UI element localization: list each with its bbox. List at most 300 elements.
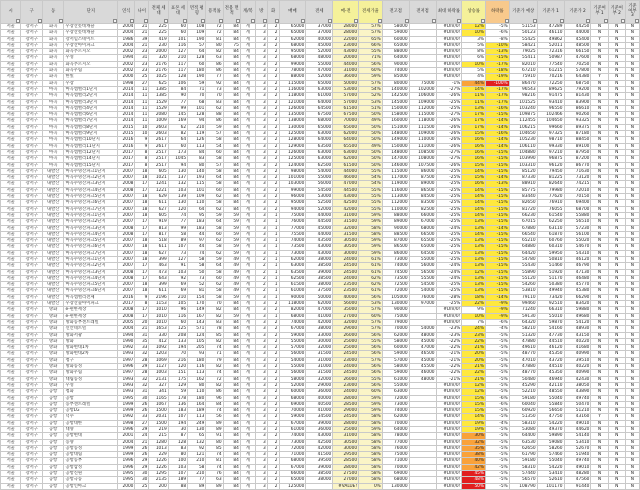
table-cell[interactable]: -21% [436,357,462,363]
table-cell[interactable]: 94 [168,162,187,168]
table-cell[interactable]: 2 [267,382,279,388]
table-cell[interactable]: 59% [359,244,383,250]
table-cell[interactable]: 서울 [1,30,21,36]
table-cell[interactable]: 3 [255,86,267,92]
table-cell[interactable]: 서울 [1,225,21,231]
table-cell[interactable]: 52500 [306,200,333,206]
table-cell[interactable]: 68000 [409,225,436,231]
table-cell[interactable]: 26 [135,401,149,407]
table-cell[interactable]: 105 [168,301,187,307]
table-cell[interactable]: 133 [168,338,187,344]
table-cell[interactable]: 마곡수명산파크3단지 [64,269,118,275]
table-cell[interactable]: 77 [206,74,223,80]
table-cell[interactable]: 4% [462,74,486,80]
table-cell[interactable]: 627 [149,250,168,256]
table-cell[interactable]: 59000 [279,414,306,420]
table-cell[interactable]: 마곡수명산파크2단지 [64,175,118,181]
table-cell[interactable]: 125 [168,326,187,332]
table-cell[interactable]: 1999 [118,401,135,407]
table-cell[interactable]: 23 [135,68,149,74]
table-cell[interactable]: 16% [462,137,486,143]
table-cell[interactable]: #DIV/0! [436,408,462,414]
table-cell[interactable]: #DIV/0! [436,464,462,470]
table-cell[interactable]: 50000 [333,80,359,86]
table-cell[interactable]: 공항 [42,408,64,414]
table-cell[interactable]: 32 [135,376,149,382]
table-cell[interactable]: 58 [188,256,206,262]
table-cell[interactable]: 32000 [333,319,359,325]
table-cell[interactable]: -5% [486,477,510,483]
table-cell[interactable]: 서울 [1,206,21,212]
table-cell[interactable]: 2004 [118,326,135,332]
table-cell[interactable]: Y [591,414,608,420]
table-cell[interactable]: 강서구 [21,269,43,275]
table-cell[interactable]: 64 [206,263,223,269]
table-cell[interactable]: 31000 [306,364,333,370]
table-cell[interactable]: 72000 [279,445,306,451]
table-cell[interactable]: 마곡 [42,112,64,118]
table-cell[interactable]: #DIV/0! [436,389,462,395]
table-cell[interactable]: 방화동성 [64,364,118,370]
table-cell[interactable]: 52011 [537,42,564,48]
table-cell[interactable]: 강서구 [21,68,43,74]
table-cell[interactable]: 104650 [537,118,564,124]
table-cell[interactable]: 2 [267,162,279,168]
table-cell[interactable]: 1203 [149,351,168,357]
table-cell[interactable]: 내발산 [42,282,64,288]
table-cell[interactable]: 65000 [279,30,306,36]
table-cell[interactable]: -25% [436,175,462,181]
table-cell[interactable]: 2 [267,458,279,464]
table-cell[interactable]: 33 [135,345,149,351]
table-cell[interactable]: 39000 [306,269,333,275]
table-cell[interactable]: 31500 [306,351,333,357]
table-cell[interactable]: 2 [267,80,279,86]
table-cell[interactable]: 116000 [279,86,306,92]
table-cell[interactable]: 2014 [118,105,135,111]
table-cell[interactable]: 84 [223,30,240,36]
table-cell[interactable]: 57000 [382,357,409,363]
table-cell[interactable]: 92 [168,275,187,281]
table-cell[interactable]: 39000 [306,420,333,426]
table-cell[interactable]: 44500 [333,187,359,193]
table-cell[interactable]: -15% [486,149,510,155]
table-cell[interactable]: 3 [255,181,267,187]
table-cell[interactable]: 2 [267,471,279,477]
table-cell[interactable]: -5% [486,408,510,414]
table-cell[interactable]: -25% [436,288,462,294]
table-cell[interactable]: 51% [359,105,383,111]
table-cell[interactable]: 98216 [509,93,537,99]
table-cell[interactable]: 83500 [409,200,436,206]
table-cell[interactable]: 48280 [564,471,591,477]
table-cell[interactable]: 57000 [333,99,359,105]
table-cell[interactable]: 109875 [509,112,537,118]
table-cell[interactable]: 95000 [279,200,306,206]
table-cell[interactable]: N [625,212,639,218]
table-cell[interactable]: 2 [267,395,279,401]
table-cell[interactable]: 76910 [537,200,564,206]
table-cell[interactable]: 80 [206,439,223,445]
table-cell[interactable]: 18 [135,282,149,288]
table-cell[interactable]: 50% [462,483,486,489]
table-cell[interactable]: N [608,225,625,231]
table-cell[interactable]: 101 [188,187,206,193]
table-cell[interactable]: 13% [462,244,486,250]
table-cell[interactable]: N [625,282,639,288]
table-cell[interactable]: N [591,49,608,55]
column-header[interactable] [462,1,486,24]
table-cell[interactable]: 3 [255,439,267,445]
table-cell[interactable]: 1 [267,275,279,281]
table-cell[interactable]: 2 [267,357,279,363]
table-cell[interactable]: 방화 [42,364,64,370]
table-cell[interactable]: 69000 [279,401,306,407]
table-cell[interactable]: 59 [206,212,223,218]
table-cell[interactable]: 42000 [306,319,333,325]
table-cell[interactable]: 서울 [1,149,21,155]
table-cell[interactable]: 65000 [409,244,436,250]
table-cell[interactable]: 2000 [149,49,168,55]
table-cell[interactable]: 101170 [537,483,564,489]
table-cell[interactable]: 2 [267,427,279,433]
table-cell[interactable]: 113 [188,143,206,149]
table-cell[interactable]: 2015 [118,124,135,130]
table-cell[interactable]: 3% [462,36,486,42]
table-cell[interactable]: 49% [359,118,383,124]
table-cell[interactable]: 104650 [509,131,537,137]
table-cell[interactable]: 20000 [333,55,359,61]
table-cell[interactable]: 강서구 [21,477,43,483]
table-cell[interactable]: 97 [188,238,206,244]
table-cell[interactable]: 83 [206,319,223,325]
table-cell[interactable]: 74215 [564,181,591,187]
table-cell[interactable]: 84 [223,427,240,433]
table-cell[interactable]: 81 [206,36,223,42]
table-cell[interactable]: #DIV/0! [436,458,462,464]
table-cell[interactable]: 54140 [564,433,591,439]
table-cell[interactable]: 3 [255,483,267,489]
table-cell[interactable]: N [625,131,639,137]
table-cell[interactable]: 서울 [1,439,21,445]
table-cell[interactable]: 5% [462,68,486,74]
column-header[interactable] [149,1,168,24]
table-cell[interactable]: 2007 [118,256,135,262]
table-cell[interactable]: 23500 [333,288,359,294]
table-cell[interactable]: 17% [462,118,486,124]
table-cell[interactable]: 126000 [279,105,306,111]
table-cell[interactable]: 51320 [509,332,537,338]
table-cell[interactable]: 2 [267,408,279,414]
table-cell[interactable]: N [625,112,639,118]
table-cell[interactable]: 61000 [306,93,333,99]
table-cell[interactable]: 46120 [537,345,564,351]
table-cell[interactable]: 68000 [382,477,409,483]
table-cell[interactable]: 2517 [149,162,168,168]
table-cell[interactable]: N [591,250,608,256]
table-cell[interactable]: 화곡 [42,68,64,74]
table-cell[interactable]: N [625,137,639,143]
table-cell[interactable]: 90000 [382,225,409,231]
table-cell[interactable]: #DIV/0! [436,68,462,74]
table-cell[interactable]: 62250 [537,219,564,225]
table-cell[interactable]: 44000 [306,212,333,218]
table-cell[interactable]: 2 [267,118,279,124]
table-cell[interactable]: 84 [223,93,240,99]
table-cell[interactable]: 계 [240,124,255,130]
table-cell[interactable]: 강서구 [21,143,43,149]
table-cell[interactable]: 70000 [382,420,409,426]
table-cell[interactable]: 54000 [279,357,306,363]
table-cell[interactable]: N [625,370,639,376]
table-cell[interactable]: 2131 [149,376,168,382]
table-cell[interactable]: 58% [359,452,383,458]
table-cell[interactable]: N [591,326,608,332]
table-cell[interactable]: 강서구 [21,149,43,155]
table-cell[interactable]: 55500 [409,275,436,281]
table-cell[interactable]: 45290 [509,382,537,388]
table-cell[interactable]: -17% [486,93,510,99]
table-cell[interactable]: 80 [188,382,206,388]
table-cell[interactable]: 84 [223,131,240,137]
table-cell[interactable]: N [591,282,608,288]
table-cell[interactable]: 강서구 [21,439,43,445]
table-cell[interactable]: #DIV/0! [436,477,462,483]
table-cell[interactable]: N [625,401,639,407]
table-cell[interactable]: 47130 [564,269,591,275]
table-cell[interactable]: 계 [240,175,255,181]
table-cell[interactable]: N [591,93,608,99]
table-cell[interactable]: 55840 [537,401,564,407]
table-cell[interactable]: 74 [188,250,206,256]
table-cell[interactable]: 59 [223,294,240,300]
table-cell[interactable]: 47730 [537,332,564,338]
table-cell[interactable]: 강서구 [21,370,43,376]
table-cell[interactable]: 62650 [509,445,537,451]
table-cell[interactable]: 31000 [333,68,359,74]
table-cell[interactable]: 21 [135,326,149,332]
table-cell[interactable]: -27% [436,112,462,118]
table-cell[interactable]: 74 [206,452,223,458]
table-cell[interactable]: 17% [462,124,486,130]
table-cell[interactable]: 162 [188,376,206,382]
table-cell[interactable]: -5% [486,427,510,433]
filter-dropdown-icon[interactable] [378,19,382,23]
table-cell[interactable]: 계 [240,131,255,137]
table-cell[interactable]: 1280 [149,439,168,445]
table-cell[interactable]: 45000 [409,357,436,363]
table-cell[interactable]: 마곡엠밸리9단지 [64,131,118,137]
table-cell[interactable]: 공항 [42,401,64,407]
table-cell[interactable]: 190 [188,74,206,80]
table-cell[interactable]: 60 [168,24,187,30]
table-cell[interactable]: 2 [267,49,279,55]
table-cell[interactable]: 화곡 [42,24,64,30]
table-cell[interactable]: 93410 [537,99,564,105]
table-cell[interactable]: 110 [188,389,206,395]
table-cell[interactable]: 방화서광 [64,332,118,338]
table-cell[interactable]: 145 [168,112,187,118]
table-cell[interactable]: 60 [206,275,223,281]
table-cell[interactable]: 2008 [118,275,135,281]
table-cell[interactable]: 38000 [306,477,333,483]
table-cell[interactable]: 183 [168,408,187,414]
table-cell[interactable]: -25% [436,168,462,174]
table-cell[interactable]: 86500 [382,244,409,250]
table-cell[interactable]: 106000 [409,93,436,99]
column-header[interactable] [255,1,267,24]
table-cell[interactable]: N [591,68,608,74]
table-cell[interactable]: 2 [267,439,279,445]
table-cell[interactable]: 30500 [333,238,359,244]
table-cell[interactable]: 47560 [564,477,591,483]
table-cell[interactable]: 55040 [537,458,564,464]
table-cell[interactable]: 58421 [509,42,537,48]
column-header[interactable] [279,1,306,24]
table-cell[interactable]: 2 [267,187,279,193]
table-cell[interactable]: 164 [188,401,206,407]
table-cell[interactable]: 74000 [382,263,409,269]
table-cell[interactable]: #DIV/0! [436,382,462,388]
table-cell[interactable]: 1 [267,212,279,218]
table-cell[interactable]: N [608,401,625,407]
table-cell[interactable]: 61500 [279,282,306,288]
table-cell[interactable]: -6% [486,30,510,36]
table-cell[interactable]: 58 [188,464,206,470]
table-cell[interactable]: N [591,420,608,426]
table-cell[interactable]: -15% [486,275,510,281]
table-cell[interactable]: 마곡엠밸리6단지 [64,112,118,118]
table-cell[interactable]: 서울 [1,124,21,130]
table-cell[interactable]: 83 [168,445,187,451]
table-cell[interactable]: N [608,464,625,470]
table-cell[interactable]: 2008 [118,225,135,231]
table-cell[interactable]: N [608,187,625,193]
table-cell[interactable]: 3 [255,464,267,470]
table-cell[interactable]: 64 [206,219,223,225]
table-cell[interactable]: 72000 [382,288,409,294]
table-cell[interactable]: 2004 [118,24,135,30]
table-cell[interactable]: 방화 [42,357,64,363]
table-cell[interactable]: -1% [436,80,462,86]
table-cell[interactable]: 77620 [537,194,564,200]
table-cell[interactable]: 58 [206,181,223,187]
table-cell[interactable]: 9 [135,137,149,143]
table-cell[interactable]: 62 [206,105,223,111]
table-cell[interactable]: 96875 [537,156,564,162]
table-cell[interactable]: 52000 [306,206,333,212]
table-cell[interactable]: 84 [223,338,240,344]
table-cell[interactable]: 내발산 [42,194,64,200]
table-cell[interactable]: 1529 [149,105,168,111]
table-cell[interactable]: 84 [223,149,240,155]
table-cell[interactable]: 21 [135,30,149,36]
table-cell[interactable]: 81225 [537,175,564,181]
table-cell[interactable]: 44 [188,231,206,237]
table-cell[interactable]: 46000 [409,370,436,376]
table-cell[interactable]: 54% [359,86,383,92]
filter-dropdown-icon[interactable] [251,19,255,23]
table-cell[interactable]: 65000 [306,124,333,130]
table-cell[interactable]: 110000 [382,206,409,212]
table-cell[interactable]: 89100 [564,143,591,149]
table-cell[interactable]: -15% [486,263,510,269]
table-cell[interactable]: 26 [135,452,149,458]
table-cell[interactable]: 화곡푸르지오 [64,61,118,67]
table-cell[interactable]: 22% [462,301,486,307]
table-cell[interactable]: N [591,124,608,130]
table-cell[interactable]: N [608,452,625,458]
table-cell[interactable]: -5% [486,24,510,30]
table-cell[interactable]: 31000 [333,433,359,439]
table-cell[interactable]: 1 [267,238,279,244]
table-cell[interactable]: 1385 [149,86,168,92]
table-cell[interactable]: 48770 [509,370,537,376]
table-cell[interactable]: N [625,357,639,363]
table-cell[interactable]: 3 [255,131,267,137]
column-header[interactable] [382,1,409,24]
table-cell[interactable]: 42500 [306,439,333,445]
table-cell[interactable]: 3 [255,345,267,351]
table-cell[interactable]: 154 [188,294,206,300]
table-cell[interactable]: 59 [206,256,223,262]
table-cell[interactable]: 2135 [149,477,168,483]
table-cell[interactable]: 38500 [306,263,333,269]
table-cell[interactable]: 18 [135,256,149,262]
table-cell[interactable]: 45000 [306,225,333,231]
table-cell[interactable]: 59 [223,231,240,237]
table-cell[interactable]: N [625,194,639,200]
table-cell[interactable]: 55120 [509,275,537,281]
table-cell[interactable]: N [608,74,625,80]
table-cell[interactable]: 73 [168,250,187,256]
table-cell[interactable]: 110000 [409,137,436,143]
table-cell[interactable]: 계 [240,414,255,420]
table-cell[interactable]: 15% [462,131,486,137]
table-cell[interactable]: 518 [149,238,168,244]
table-cell[interactable]: N [625,389,639,395]
table-cell[interactable]: 85 [206,445,223,451]
table-cell[interactable]: -15% [486,288,510,294]
table-cell[interactable]: N [591,194,608,200]
table-cell[interactable]: #DIV/0! [436,401,462,407]
table-cell[interactable]: 마곡수명산파크3단지 [64,225,118,231]
table-cell[interactable]: 70000 [382,326,409,332]
table-cell[interactable]: 79 [206,357,223,363]
table-cell[interactable]: 45350 [537,351,564,357]
table-cell[interactable]: 50000 [306,294,333,300]
table-cell[interactable]: 53000 [306,194,333,200]
table-cell[interactable]: 116 [188,364,206,370]
table-cell[interactable]: 64000 [382,427,409,433]
table-cell[interactable]: 26 [135,408,149,414]
table-cell[interactable]: N [625,124,639,130]
table-cell[interactable]: 28000 [333,464,359,470]
table-cell[interactable]: 3 [255,332,267,338]
table-cell[interactable]: 3 [255,244,267,250]
table-cell[interactable]: e-편한세상 [64,307,118,313]
table-cell[interactable]: 마곡 [42,131,64,137]
table-cell[interactable]: 계 [240,326,255,332]
table-cell[interactable]: -9% [486,301,510,307]
table-cell[interactable]: 1013 [149,445,168,451]
table-cell[interactable]: 45000 [306,42,333,48]
table-cell[interactable]: 71630 [564,168,591,174]
table-cell[interactable]: 61790 [509,452,537,458]
table-cell[interactable]: 서울 [1,338,21,344]
table-cell[interactable]: 18 [135,200,149,206]
table-cell[interactable]: 계 [240,256,255,262]
